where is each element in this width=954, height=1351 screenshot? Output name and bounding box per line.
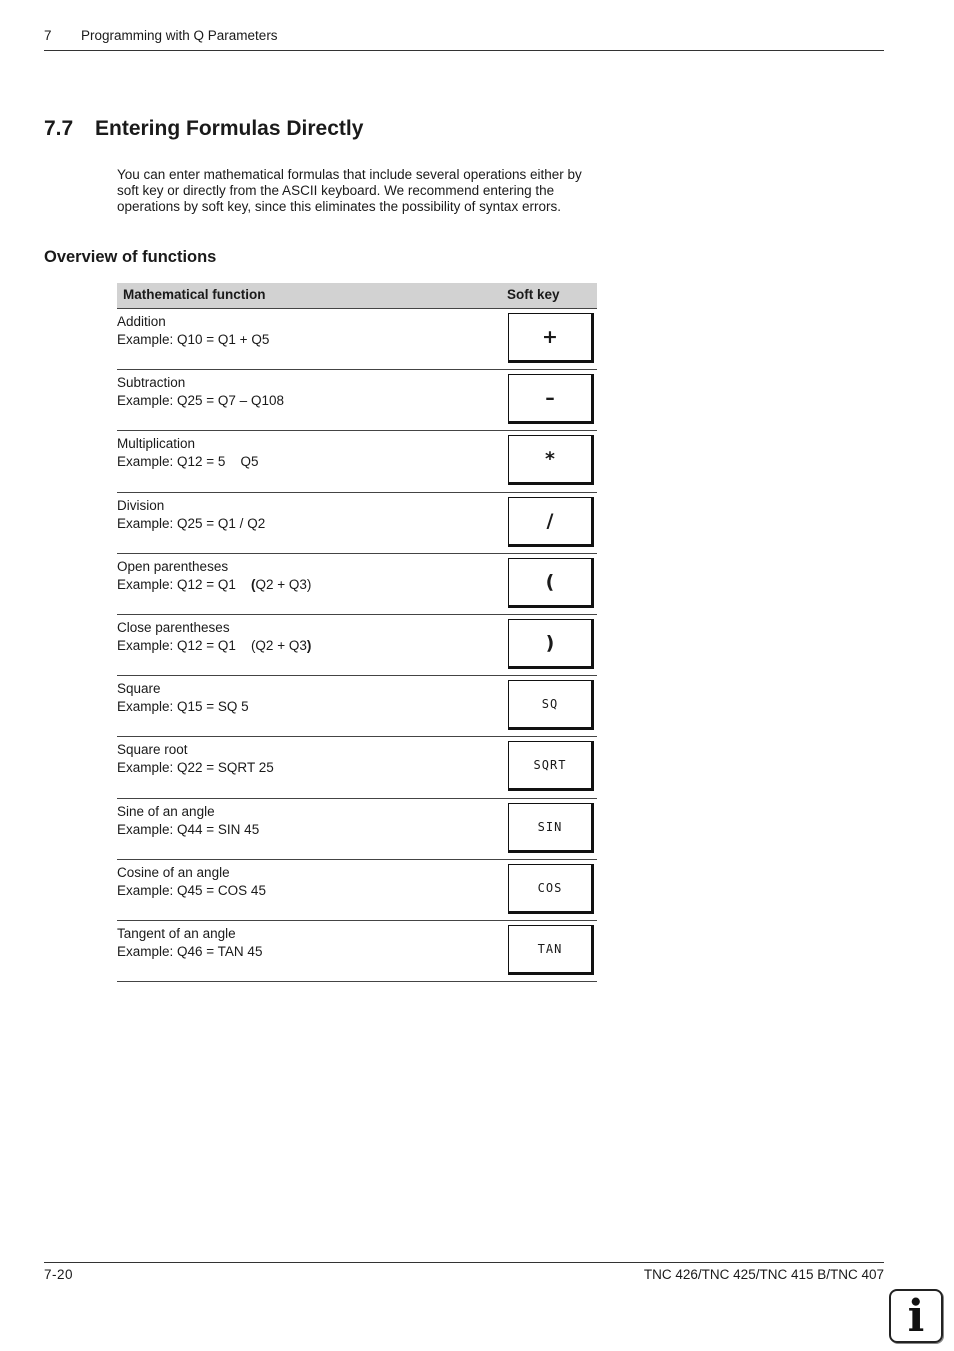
function-name: Addition [117,314,166,329]
functions-table [117,283,597,982]
function-example [117,392,284,410]
example-text: Example: Q15 = SQ 5 [117,699,249,715]
example-text: Example: Q12 = Q1 (Q2 + Q3 [117,637,307,653]
table-row [117,370,597,431]
function-example [117,882,266,900]
function-example [117,698,249,716]
table-row [117,431,597,492]
softkey-division: / [508,497,594,547]
example-text: Example: Q25 = Q1 / Q2 [117,515,266,531]
example-text: Example: Q10 = Q1 + Q5 [117,332,270,347]
table-row [117,676,597,737]
function-example [117,821,259,839]
function-name: Open parentheses [117,558,229,574]
softkey-tangent-of-an-angle: TAN [508,925,594,975]
example-text: Example: Q46 = TAN 45 [117,943,263,959]
section-number: 7.7 [44,117,74,140]
example-text: Example: Q25 = Q7 – Q108 [117,393,284,409]
table-row [117,493,597,554]
softkey-open-parentheses: ( [508,558,594,608]
function-name: Close parentheses [117,619,230,635]
function-example [117,943,262,961]
function-name: Tangent of an angle [117,925,236,941]
chapter-title: Programming with Q Parameters [81,28,278,43]
example-text-end: Q2 + Q3) [255,576,312,592]
section-title [44,117,363,141]
table-body [117,309,597,982]
function-name: Square root [117,742,188,758]
page-footer [44,1262,884,1282]
chapter-number: 7 [44,28,52,43]
intro-paragraph: You can enter mathematical formulas that include several operations either by soft key or directly from the ASCII keyboard. We recommend entering the operations by soft key, since this eliminates the possibility of syntax errors. [117,167,582,215]
section-title-text: Entering Formulas Directly [95,117,364,140]
function-example [117,453,258,471]
function-example [117,637,311,655]
example-text: Example: Q12 = Q1 [117,576,251,592]
softkey-sine-of-an-angle: SIN [508,803,594,853]
function-example [117,576,311,594]
softkey-square: SQ [508,680,594,730]
function-name: Sine of an angle [117,803,215,819]
table-header [117,283,597,309]
column-header-function: Mathematical function [123,287,266,302]
table-row [117,860,597,921]
softkey-subtraction: – [508,374,594,424]
table-row [117,737,597,798]
function-name: Cosine of an angle [117,864,230,880]
subheading: Overview of functions [44,248,217,266]
function-example [117,759,274,777]
function-example [117,515,265,533]
column-header-softkey: Soft key [507,287,560,302]
function-name: Square [117,681,161,697]
example-emphasis: ( [250,576,256,592]
softkey-addition: + [508,313,594,363]
softkey-square-root: SQRT [508,741,594,791]
softkey-multiplication: * [508,435,594,485]
example-emphasis: ) [306,637,312,653]
table-row [117,615,597,676]
page-number: 7-20 [44,1267,74,1282]
table-row [117,921,597,982]
example-text: Example: Q22 = SQRT 25 [117,760,274,776]
table-row [117,799,597,860]
function-example [117,331,269,349]
info-icon: i [889,1289,943,1343]
example-text: Example: Q45 = COS 45 [117,882,266,898]
softkey-close-parentheses: ) [508,619,594,669]
example-text: Example: Q44 = SIN 45 [117,821,260,837]
page-header [44,27,884,51]
example-text: Example: Q12 = 5 Q5 [117,454,259,470]
table-row [117,554,597,615]
product-name: TNC 426/TNC 425/TNC 415 B/TNC 407 [643,1267,884,1282]
function-name: Multiplication [117,436,196,452]
function-name: Subtraction [117,375,186,391]
table-row [117,309,597,370]
function-name: Division [117,497,165,513]
softkey-cosine-of-an-angle: COS [508,864,594,914]
